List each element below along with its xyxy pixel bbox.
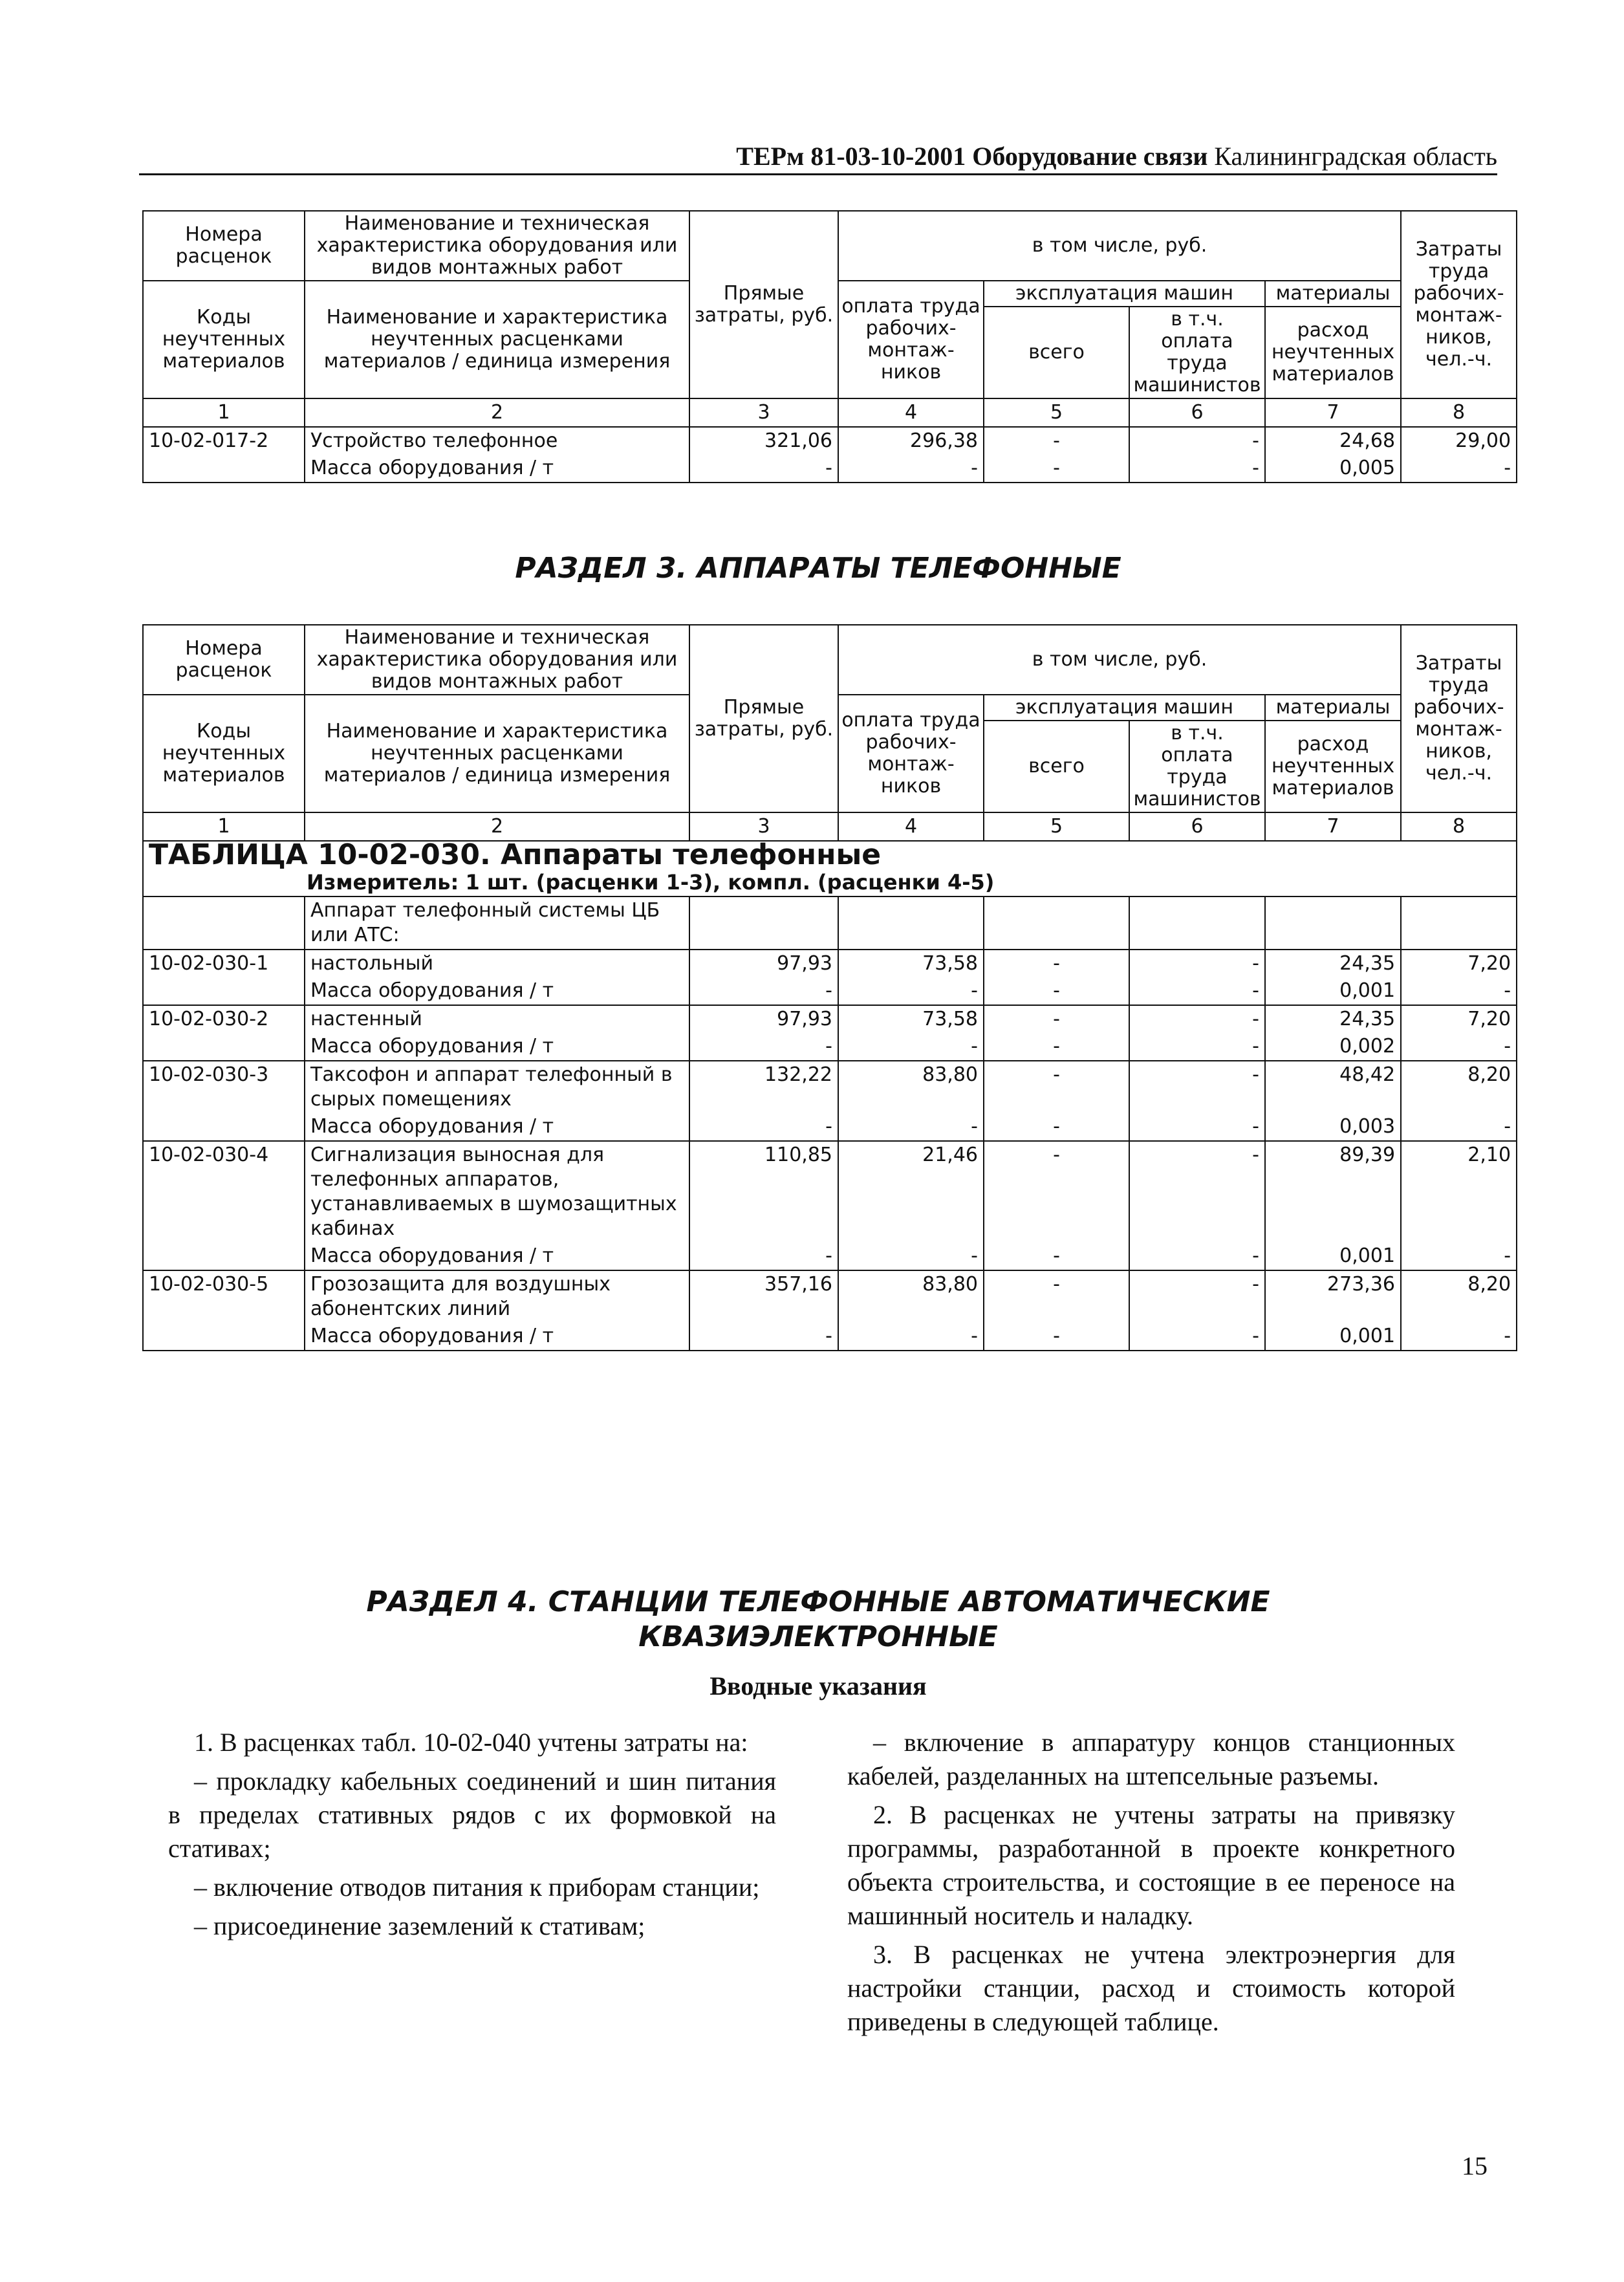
cell-mach-pay: -	[1129, 1113, 1265, 1141]
hdr-col-number: 6	[1129, 398, 1265, 427]
cell-code: 10-02-030-1	[143, 950, 305, 977]
rates-table-2	[142, 624, 1517, 1351]
cell-mach: -	[984, 950, 1129, 977]
table-measure	[143, 869, 1517, 896]
table-row	[143, 1033, 1517, 1061]
cell-name: Масса оборудования / т	[305, 1033, 689, 1061]
cell-mach-pay: -	[1129, 1243, 1265, 1270]
cell-direct: -	[689, 455, 838, 483]
table-row	[143, 1323, 1517, 1351]
hdr-col-number: 6	[1129, 812, 1265, 841]
cell-direct: -	[689, 1243, 838, 1270]
cell-pay: 83,80	[838, 1270, 984, 1323]
cell-labor: -	[1401, 977, 1517, 1005]
section-4-title-line2: КВАЗИЭЛЕКТРОННЫЕ	[638, 1620, 998, 1653]
cell-name: настольный	[305, 950, 689, 977]
section-4-title	[139, 1585, 1497, 1655]
cell-mach-pay: -	[1129, 1005, 1265, 1033]
hdr-ekspl: эксплуатация машин	[984, 281, 1265, 307]
hdr-v-tom-chisle: в том числе, руб.	[838, 625, 1401, 695]
header-region: Калининградская область	[1214, 142, 1497, 171]
hdr-naimen-work: Наименование и техническая характеристика оборудования или видов монтажных работ	[305, 625, 689, 695]
header-rule	[139, 173, 1497, 175]
cell-mat: 48,42	[1265, 1061, 1401, 1113]
cell-labor: -	[1401, 455, 1517, 483]
hdr-oplata: оплата труда рабочих-монтаж-ников	[838, 281, 984, 398]
cell-pay: 296,38	[838, 427, 984, 455]
hdr-col-number: 4	[838, 812, 984, 841]
hdr-col-number: 3	[689, 812, 838, 841]
hdr-col-number: 3	[689, 398, 838, 427]
group-label: Аппарат телефонный системы ЦБ или АТС:	[305, 896, 689, 950]
intro-paragraph: 2. В расценках не учтены затраты на привязку программы, разработанной в проекте конкретного объекта строительства, и состоящие в ее переносе на машинный носитель и наладку.	[847, 1800, 1455, 1930]
header-title: Оборудование связи	[972, 142, 1208, 171]
cell-pay: -	[838, 1243, 984, 1270]
cell-direct: 357,16	[689, 1270, 838, 1323]
table-header	[143, 625, 1517, 841]
intro-paragraph: 3. В расценках не учтена электроэнергия для настройки станции, расход и стоимость которой приведены в следующей таблице.	[847, 1940, 1455, 2036]
intro-paragraph: – прокладку кабельных соединений и шин питания в пределах стативных рядов с их формовкой на стативах;	[168, 1766, 776, 1863]
cell-labor: 8,20	[1401, 1270, 1517, 1323]
cell-pay: 21,46	[838, 1141, 984, 1243]
cell-mat: 0,002	[1265, 1033, 1401, 1061]
cell-pay: -	[838, 977, 984, 1005]
hdr-col-number: 4	[838, 398, 984, 427]
cell-code	[143, 977, 305, 1005]
measure-label: Измеритель:	[307, 870, 459, 895]
hdr-col-number: 8	[1401, 398, 1517, 427]
intro-left-column	[168, 1726, 776, 1948]
hdr-materialy: материалы	[1265, 281, 1401, 307]
cell-name: Грозозащита для воздушных абонентских линий	[305, 1270, 689, 1323]
cell-mach-pay: -	[1129, 1061, 1265, 1113]
hdr-oplata: оплата труда рабочих-монтаж-ников	[838, 695, 984, 812]
cell-pay: -	[838, 1323, 984, 1351]
cell-code: 10-02-030-2	[143, 1005, 305, 1033]
table-row	[143, 1243, 1517, 1270]
cell-mat: 24,68	[1265, 427, 1401, 455]
intro-paragraph: 1. В расценках табл. 10-02-040 учтены затраты на:	[194, 1728, 748, 1757]
hdr-col-number: 7	[1265, 812, 1401, 841]
table-body	[143, 427, 1517, 483]
table-row	[143, 427, 1517, 455]
cell-pay: -	[838, 455, 984, 483]
cell-direct: -	[689, 977, 838, 1005]
cell-direct: 110,85	[689, 1141, 838, 1243]
table-row	[143, 1005, 1517, 1033]
cell-mat: 0,001	[1265, 1243, 1401, 1270]
table-row	[143, 1141, 1517, 1243]
cell-name: Сигнализация выносная для телефонных аппаратов, устанавливаемых в шумозащитных кабинах	[305, 1141, 689, 1243]
rates-table-1	[142, 210, 1517, 483]
cell-mach-pay: -	[1129, 1033, 1265, 1061]
hdr-col-number: 2	[305, 812, 689, 841]
cell-mach-pay: -	[1129, 427, 1265, 455]
table-row	[143, 1061, 1517, 1113]
hdr-zatraty: Затраты труда рабочих-монтаж-ников, чел.-ч.	[1401, 211, 1517, 398]
intro-paragraph: – включение отводов питания к приборам станции;	[194, 1873, 760, 1902]
cell-code: 10-02-017-2	[143, 427, 305, 455]
intro-right-column	[847, 1726, 1455, 2044]
hdr-rashod: расход неучтенных материалов	[1265, 721, 1401, 812]
cell-name: Таксофон и аппарат телефонный в сырых помещениях	[305, 1061, 689, 1113]
cell-mat: 24,35	[1265, 1005, 1401, 1033]
cell-direct: 97,93	[689, 1005, 838, 1033]
hdr-naimen-mat: Наименование и характеристика неучтенных расценками материалов / единица измерения	[305, 695, 689, 812]
table-row	[143, 977, 1517, 1005]
cell-mach-pay: -	[1129, 455, 1265, 483]
cell-code	[143, 455, 305, 483]
hdr-nomera: Номера расценок	[143, 625, 305, 695]
section-4-title-line1: РАЗДЕЛ 4. СТАНЦИИ ТЕЛЕФОННЫЕ АВТОМАТИЧЕСКИЕ	[366, 1585, 1270, 1618]
table-header	[143, 211, 1517, 427]
cell-mat: 24,35	[1265, 950, 1401, 977]
cell-mach-pay: -	[1129, 950, 1265, 977]
hdr-col-number: 5	[984, 398, 1129, 427]
hdr-ekspl: эксплуатация машин	[984, 695, 1265, 721]
cell-mat: 273,36	[1265, 1270, 1401, 1323]
cell-name: Масса оборудования / т	[305, 1323, 689, 1351]
hdr-vsego: всего	[984, 721, 1129, 812]
cell-mat: 89,39	[1265, 1141, 1401, 1243]
cell-code	[143, 1323, 305, 1351]
cell-mach-pay: -	[1129, 1270, 1265, 1323]
hdr-pryamye: Прямые затраты, руб.	[689, 211, 838, 398]
cell-direct: -	[689, 1323, 838, 1351]
hdr-kody: Коды неучтенных материалов	[143, 281, 305, 398]
cell-name: Масса оборудования / т	[305, 455, 689, 483]
table-row	[143, 455, 1517, 483]
hdr-col-number: 5	[984, 812, 1129, 841]
cell-labor: -	[1401, 1323, 1517, 1351]
cell-code	[143, 1243, 305, 1270]
cell-labor: -	[1401, 1243, 1517, 1270]
cell-labor: -	[1401, 1033, 1517, 1061]
cell-mach: -	[984, 1061, 1129, 1113]
cell-code	[143, 896, 305, 950]
cell-labor: 2,10	[1401, 1141, 1517, 1243]
table-row	[143, 1270, 1517, 1323]
page-number: 15	[1462, 2151, 1488, 2180]
hdr-zatraty: Затраты труда рабочих-монтаж-ников, чел.-ч.	[1401, 625, 1517, 812]
hdr-naimen-work: Наименование и техническая характеристика оборудования или видов монтажных работ	[305, 211, 689, 281]
hdr-v-tom-chisle: в том числе, руб.	[838, 211, 1401, 281]
hdr-vsego: всего	[984, 307, 1129, 398]
cell-mach: -	[984, 1270, 1129, 1323]
measure-value: 1 шт. (расценки 1-3), компл. (расценки 4-5)	[465, 870, 995, 895]
cell-direct: -	[689, 1113, 838, 1141]
cell-code: 10-02-030-3	[143, 1061, 305, 1113]
cell-code	[143, 1113, 305, 1141]
hdr-pryamye: Прямые затраты, руб.	[689, 625, 838, 812]
cell-direct: 321,06	[689, 427, 838, 455]
cell-code	[143, 1033, 305, 1061]
cell-mach: -	[984, 1323, 1129, 1351]
intro-paragraph: – включение в аппаратуру концов станционных кабелей, разделанных на штепсельные разъемы.	[847, 1728, 1455, 1790]
intro-paragraph: – присоединение заземлений к стативам;	[194, 1911, 645, 1940]
cell-mat: 0,001	[1265, 1323, 1401, 1351]
cell-pay: 83,80	[838, 1061, 984, 1113]
cell-labor: -	[1401, 1113, 1517, 1141]
cell-mach: -	[984, 1141, 1129, 1243]
cell-mach: -	[984, 427, 1129, 455]
hdr-vtch: в т.ч. оплата труда машинистов	[1129, 721, 1265, 812]
section-3-title: РАЗДЕЛ 3. АППАРАТЫ ТЕЛЕФОННЫЕ	[515, 552, 1121, 585]
hdr-col-number: 1	[143, 812, 305, 841]
cell-pay: -	[838, 1033, 984, 1061]
cell-direct: -	[689, 1033, 838, 1061]
table-row	[143, 1113, 1517, 1141]
hdr-col-number: 7	[1265, 398, 1401, 427]
cell-mach-pay: -	[1129, 977, 1265, 1005]
hdr-col-number: 1	[143, 398, 305, 427]
cell-mach: -	[984, 977, 1129, 1005]
cell-labor: 29,00	[1401, 427, 1517, 455]
hdr-vtch: в т.ч. оплата труда машинистов	[1129, 307, 1265, 398]
cell-labor: 7,20	[1401, 1005, 1517, 1033]
header-code: ТЕРм 81-03-10-2001	[736, 142, 966, 171]
hdr-nomera: Номера расценок	[143, 211, 305, 281]
cell-direct: 132,22	[689, 1061, 838, 1113]
cell-name: настенный	[305, 1005, 689, 1033]
hdr-col-number: 8	[1401, 812, 1517, 841]
cell-direct: 97,93	[689, 950, 838, 977]
cell-mat: 0,003	[1265, 1113, 1401, 1141]
cell-mach: -	[984, 455, 1129, 483]
hdr-col-number: 2	[305, 398, 689, 427]
hdr-materialy: материалы	[1265, 695, 1401, 721]
cell-pay: 73,58	[838, 950, 984, 977]
hdr-rashod: расход неучтенных материалов	[1265, 307, 1401, 398]
cell-mach: -	[984, 1033, 1129, 1061]
table-body	[143, 838, 1517, 1351]
table-row	[143, 950, 1517, 977]
cell-mach-pay: -	[1129, 1141, 1265, 1243]
cell-labor: 8,20	[1401, 1061, 1517, 1113]
hdr-kody: Коды неучтенных материалов	[143, 695, 305, 812]
cell-name: Устройство телефонное	[305, 427, 689, 455]
table-title: ТАБЛИЦА 10-02-030. Аппараты телефонные	[143, 841, 1517, 869]
cell-pay: 73,58	[838, 1005, 984, 1033]
cell-mach: -	[984, 1005, 1129, 1033]
cell-mach: -	[984, 1113, 1129, 1141]
cell-mat: 0,001	[1265, 977, 1401, 1005]
cell-mach: -	[984, 1243, 1129, 1270]
cell-name: Масса оборудования / т	[305, 1243, 689, 1270]
cell-pay: -	[838, 1113, 984, 1141]
cell-code: 10-02-030-5	[143, 1270, 305, 1323]
cell-labor: 7,20	[1401, 950, 1517, 977]
running-header	[139, 141, 1497, 175]
cell-name: Масса оборудования / т	[305, 1113, 689, 1141]
cell-mach-pay: -	[1129, 1323, 1265, 1351]
cell-code: 10-02-030-4	[143, 1141, 305, 1243]
intro-heading: Вводные указания	[709, 1671, 927, 1701]
cell-name: Масса оборудования / т	[305, 977, 689, 1005]
hdr-naimen-mat: Наименование и характеристика неучтенных расценками материалов / единица измерения	[305, 281, 689, 398]
cell-mat: 0,005	[1265, 455, 1401, 483]
